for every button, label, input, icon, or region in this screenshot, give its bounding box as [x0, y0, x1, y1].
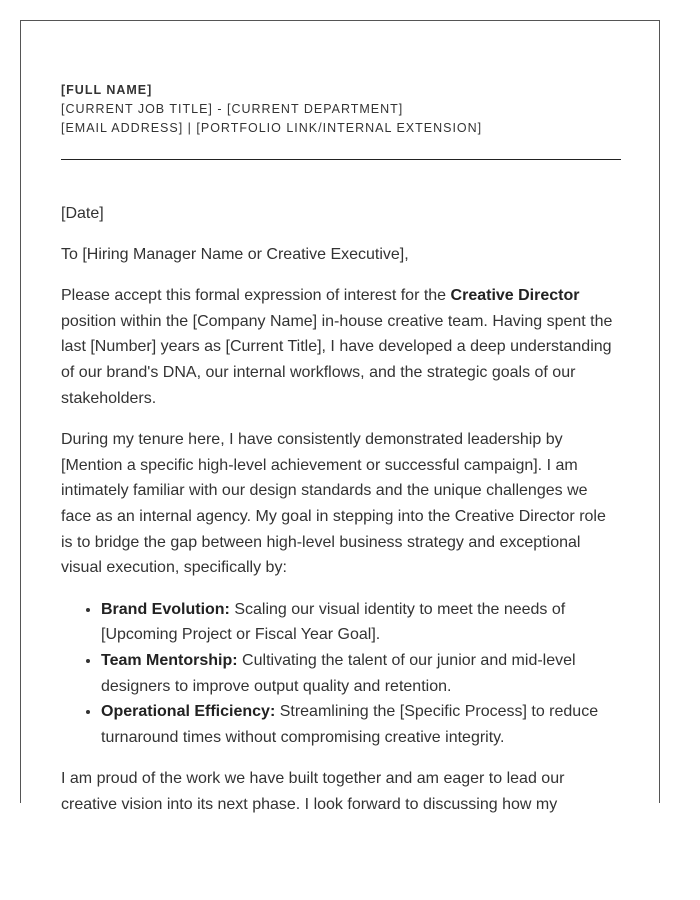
list-item-text: Scaling our visual identity to meet the needs of [Upcoming Project or Fiscal Year Goal].: [101, 600, 566, 644]
full-name: [FULL NAME]: [61, 83, 153, 97]
intro-text-start: Please accept this formal expression of interest for the: [61, 287, 451, 305]
letter-header: [61, 81, 621, 138]
job-title-line: [CURRENT JOB TITLE] - [CURRENT DEPARTMENT]: [61, 102, 404, 116]
paragraph-tenure: During my tenure here, I have consistently demonstrated leadership by [Mention a specific high-level achievement or successful campaign]. I am intimately familiar with our design standards and the unique challenges we face as an internal agency. My goal in stepping into the Creative Director role is to bridge the gap between high-level business strategy and exceptional visual execution, specifically by:: [61, 431, 606, 577]
contact-line: [EMAIL ADDRESS] | [PORTFOLIO LINK/INTERNAL EXTENSION]: [61, 121, 483, 135]
list-item: [101, 699, 621, 750]
list-item-label: Brand Evolution:: [101, 600, 230, 618]
role-name: Creative Director: [450, 287, 580, 305]
salutation: To [Hiring Manager Name or Creative Executive],: [61, 245, 409, 263]
paragraph-closing: I am proud of the work we have built together and am eager to lead our creative vision into its next phase. I look forward to discussing how my: [61, 770, 565, 813]
letter-page: [20, 20, 660, 813]
header-divider: [61, 159, 621, 160]
list-item-text: Cultivating the talent of our junior and mid-level designers to improve output quality and retention.: [101, 651, 576, 695]
paragraph-intro: [61, 283, 621, 411]
list-item-text: Streamlining the [Specific Process] to reduce turnaround times without compromising creative integrity.: [101, 703, 599, 746]
intro-text-end: position within the [Company Name] in-house creative team. Having spent the last [Number] years as [Current Title], I have developed a deep understanding of our brand's DNA, our internal workflows, and the strategic goals of our stakeholders.: [61, 312, 613, 407]
list-item-label: Operational Efficiency:: [101, 703, 276, 721]
list-item: [101, 597, 621, 648]
list-item: [101, 648, 621, 699]
letter-date: [Date]: [61, 205, 104, 222]
list-item-label: Team Mentorship:: [101, 651, 238, 669]
goals-list: [61, 597, 621, 751]
letter-body: [61, 201, 621, 833]
